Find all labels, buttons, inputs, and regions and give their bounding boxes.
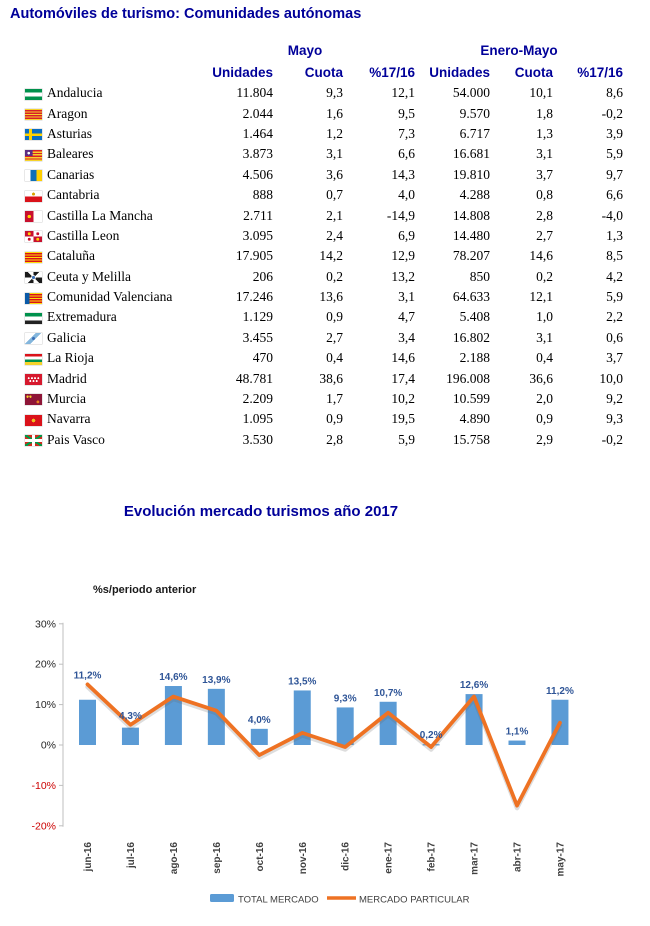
value-cell: 10.599 <box>452 391 491 407</box>
value-cell: 19,5 <box>391 411 416 427</box>
regions-table <box>25 38 623 450</box>
group-header-enero-mayo: Enero-Mayo <box>480 42 558 58</box>
bar-dic-16 <box>337 707 354 745</box>
value-cell: 888 <box>252 187 273 203</box>
value-cell: -4,0 <box>601 207 624 223</box>
value-cell: 1,2 <box>326 125 343 141</box>
table-row <box>25 307 623 327</box>
flag-cell <box>25 144 47 164</box>
evolution-chart <box>0 608 650 926</box>
value-cell: 3,1 <box>536 329 554 345</box>
x-tick-label-oct-16: oct-16 <box>254 842 266 872</box>
spacer-cell <box>25 38 195 62</box>
flag-aragon-icon <box>25 109 42 120</box>
value-cell: 5.408 <box>459 309 491 325</box>
value-cell: 11.804 <box>236 85 273 101</box>
value-cell: 8,5 <box>606 248 624 264</box>
flag-valenciana-icon <box>25 293 42 304</box>
data-label-abr-17: 1,1% <box>505 726 529 738</box>
region-name: Galicia <box>47 329 86 345</box>
value-cell: 14,3 <box>391 166 416 182</box>
flag-cell <box>25 103 47 123</box>
x-tick-label-ene-17: ene-17 <box>383 842 395 874</box>
table-row <box>25 267 623 287</box>
y-tick-label: -10% <box>31 779 56 792</box>
value-cell: 3,1 <box>536 146 554 162</box>
table-row <box>25 348 623 368</box>
table-row <box>25 226 623 246</box>
value-cell: 2,8 <box>326 431 343 447</box>
table-row <box>25 185 623 205</box>
region-name: Extremadura <box>47 309 117 325</box>
table-row <box>25 389 623 409</box>
flag-baleares-icon <box>25 150 42 161</box>
region-name: Pais Vasco <box>47 431 105 447</box>
col-header-unidades-mayo: Unidades <box>212 65 273 80</box>
value-cell: 2,8 <box>536 207 554 223</box>
table-column-header-row <box>25 62 623 83</box>
table-row <box>25 83 623 103</box>
flag-andalucia-icon <box>25 89 42 100</box>
flag-murcia-icon <box>25 394 42 405</box>
value-cell: 2.044 <box>242 105 273 121</box>
value-cell: 10,0 <box>599 370 624 386</box>
value-cell: 16.681 <box>452 146 491 162</box>
value-cell: 14.808 <box>452 207 491 223</box>
value-cell: 38,6 <box>319 370 343 386</box>
chart-axis-label: %s/periodo anterior <box>93 584 197 596</box>
data-label-dic-16: 9,3% <box>333 693 357 705</box>
data-label-jun-16: 11,2% <box>73 670 102 682</box>
table-row <box>25 205 623 225</box>
value-cell: 1,0 <box>536 309 554 325</box>
value-cell: 12,1 <box>391 85 416 101</box>
chart-title: Evolución mercado turismos año 2017 <box>123 503 399 520</box>
value-cell: 12,9 <box>391 248 416 264</box>
value-cell: 0,9 <box>326 309 343 325</box>
flag-cell <box>25 124 47 144</box>
value-cell: 48.781 <box>235 370 273 386</box>
value-cell: 1,8 <box>536 105 554 121</box>
region-name: La Rioja <box>47 350 94 366</box>
flag-larioja-icon <box>25 354 42 365</box>
value-cell: 5,9 <box>606 146 624 162</box>
value-cell: 3.455 <box>242 329 273 345</box>
data-label-may-17: 11,2% <box>546 685 574 697</box>
value-cell: 78.207 <box>452 248 491 264</box>
x-tick-label-nov-16: nov-16 <box>297 842 309 875</box>
region-name: Comunidad Valenciana <box>47 289 173 305</box>
value-cell: 1,7 <box>326 391 343 407</box>
table-group-header-row <box>25 38 623 62</box>
table-row <box>25 409 623 429</box>
value-cell: 1.129 <box>242 309 273 325</box>
flag-cell <box>25 287 47 307</box>
value-cell: -0,2 <box>601 431 624 447</box>
value-cell: 1,3 <box>536 125 554 141</box>
flag-extremadura-icon <box>25 313 42 324</box>
value-cell: 2.188 <box>459 350 491 366</box>
legend-mercado-particular-label: MERCADO PARTICULAR <box>359 894 470 906</box>
value-cell: 0,7 <box>326 187 343 203</box>
data-label-feb-17: 0,2% <box>419 730 443 742</box>
region-name: Baleares <box>47 146 94 162</box>
table-row <box>25 246 623 266</box>
value-cell: 0,9 <box>326 411 343 427</box>
value-cell: 2,7 <box>536 227 554 243</box>
value-cell: 3,6 <box>326 166 343 182</box>
value-cell: 2,1 <box>326 207 343 223</box>
x-tick-label-jul-16: jul-16 <box>125 842 137 869</box>
x-tick-label-jun-16: jun-16 <box>83 842 94 872</box>
value-cell: 8,6 <box>606 85 624 101</box>
table-row <box>25 368 623 388</box>
value-cell: 3,7 <box>536 166 554 182</box>
value-cell: 4,2 <box>606 268 624 284</box>
y-tick-label: -20% <box>31 820 56 833</box>
table-row <box>25 103 623 123</box>
y-tick-label: 0% <box>40 739 56 752</box>
x-tick-label-mar-17: mar-17 <box>469 842 481 875</box>
data-label-jul-16: 4,3% <box>119 710 142 722</box>
data-label-mar-17: 12,6% <box>459 680 489 692</box>
table-row <box>25 165 623 185</box>
region-name: Castilla La Mancha <box>47 207 153 223</box>
value-cell: 2,9 <box>536 431 554 447</box>
flag-ceuta-icon <box>25 272 42 283</box>
region-name: Cantabria <box>47 187 100 203</box>
bar-data-labels <box>74 670 574 741</box>
data-label-nov-16: 13,5% <box>288 676 317 688</box>
value-cell: 1,6 <box>326 105 343 121</box>
value-cell: 19.810 <box>452 166 491 182</box>
value-cell: 9,3 <box>326 85 343 101</box>
flag-cell <box>25 328 47 348</box>
flag-cell <box>25 389 47 409</box>
flag-cell <box>25 307 47 327</box>
x-tick-label-may-17: may-17 <box>555 842 567 877</box>
y-tick-label: 30% <box>34 618 56 631</box>
flag-cell <box>25 430 47 450</box>
page-title: Automóviles de turismo: Comunidades autónomas <box>10 6 362 22</box>
value-cell: 206 <box>252 268 273 284</box>
value-cell: 9,7 <box>606 166 624 182</box>
value-cell: 9,5 <box>398 105 416 121</box>
region-name: Aragon <box>47 105 88 121</box>
col-header-pct-mayo: %17/16 <box>369 65 416 80</box>
value-cell: 0,4 <box>326 350 343 366</box>
col-header-pct-enero-mayo: %17/16 <box>577 65 624 80</box>
value-cell: 15.758 <box>452 431 491 447</box>
bar-jul-16 <box>122 728 139 745</box>
value-cell: 17,4 <box>391 370 416 386</box>
value-cell: 2,2 <box>606 309 624 325</box>
value-cell: 13,6 <box>319 289 343 305</box>
flag-cell <box>25 246 47 266</box>
value-cell: 0,9 <box>536 411 554 427</box>
value-cell: 4.890 <box>459 411 491 427</box>
region-name: Castilla Leon <box>47 227 120 243</box>
flag-navarra-icon <box>25 415 42 426</box>
value-cell: 2,0 <box>536 391 554 407</box>
value-cell: 17.246 <box>235 289 273 305</box>
region-name: Cataluña <box>47 248 95 264</box>
value-cell: 3.095 <box>242 227 273 243</box>
region-name: Andalucia <box>47 85 103 101</box>
region-name: Madrid <box>47 370 87 386</box>
col-header-unidades-enero-mayo: Unidades <box>429 65 491 80</box>
value-cell: 2.209 <box>242 391 273 407</box>
data-label-ene-17: 10,7% <box>373 687 403 699</box>
value-cell: 6,6 <box>398 146 416 162</box>
value-cell: 9,2 <box>606 391 624 407</box>
col-header-cuota-mayo: Cuota <box>304 65 343 80</box>
flag-cell <box>25 185 47 205</box>
value-cell: 5,9 <box>606 289 624 305</box>
x-tick-label-sep-16: sep-16 <box>211 842 223 874</box>
x-tick-label-ago-16: ago-16 <box>168 842 180 875</box>
value-cell: 0,4 <box>536 350 554 366</box>
value-cell: 3.530 <box>242 431 273 447</box>
value-cell: 54.000 <box>452 85 491 101</box>
group-header-mayo: Mayo <box>287 42 323 58</box>
data-label-oct-16: 4,0% <box>247 714 271 726</box>
value-cell: 0,8 <box>536 187 554 203</box>
value-cell: 5,9 <box>398 431 416 447</box>
value-cell: 470 <box>252 350 273 366</box>
value-cell: 1.464 <box>242 125 273 141</box>
value-cell: 850 <box>469 268 491 284</box>
y-axis <box>31 618 63 832</box>
value-cell: 14,6 <box>391 350 416 366</box>
x-tick-label-feb-17: feb-17 <box>426 842 438 872</box>
flag-cell <box>25 226 47 246</box>
value-cell: 6.717 <box>459 125 491 141</box>
bar-abr-17 <box>509 741 526 745</box>
flag-cell <box>25 83 47 103</box>
region-name: Navarra <box>47 411 91 427</box>
y-tick-label: 10% <box>34 699 56 712</box>
value-cell: 1.095 <box>242 411 273 427</box>
value-cell: 4.506 <box>242 166 273 182</box>
value-cell: 3,4 <box>398 329 416 345</box>
flag-castillaleon-icon <box>25 231 42 242</box>
total-mercado-bars <box>79 686 568 745</box>
value-cell: 3,7 <box>606 350 624 366</box>
region-name: Murcia <box>47 391 86 407</box>
flag-madrid-icon <box>25 374 42 385</box>
flag-cantabria-icon <box>25 191 42 202</box>
x-tick-label-dic-16: dic-16 <box>340 842 352 871</box>
flag-asturias-icon <box>25 129 42 140</box>
table-row <box>25 287 623 307</box>
y-tick-label: 20% <box>34 658 56 671</box>
table-row <box>25 430 623 450</box>
region-name: Ceuta y Melilla <box>47 268 131 284</box>
value-cell: 36,6 <box>529 370 554 386</box>
x-tick-label-abr-17: abr-17 <box>512 842 524 873</box>
bar-oct-16 <box>251 729 268 745</box>
value-cell: 3,1 <box>398 289 416 305</box>
legend-total-mercado-swatch <box>210 894 234 902</box>
data-label-ago-16: 14,6% <box>159 672 188 684</box>
data-label-sep-16: 13,9% <box>202 674 231 686</box>
value-cell: 4,0 <box>398 187 416 203</box>
flag-cell <box>25 348 47 368</box>
col-header-cuota-enero-mayo: Cuota <box>514 65 554 80</box>
value-cell: 17.905 <box>235 248 273 264</box>
value-cell: 4.288 <box>459 187 491 203</box>
flag-canarias-icon <box>25 170 42 181</box>
value-cell: 13,2 <box>391 268 416 284</box>
value-cell: 0,6 <box>606 329 624 345</box>
value-cell: 2,4 <box>326 227 343 243</box>
value-cell: 0,2 <box>326 268 343 284</box>
value-cell: 196.008 <box>446 370 491 386</box>
flag-cell <box>25 165 47 185</box>
value-cell: 3.873 <box>242 146 273 162</box>
value-cell: 2,7 <box>326 329 343 345</box>
value-cell: 14,6 <box>529 248 554 264</box>
value-cell: 16.802 <box>452 329 491 345</box>
region-name: Asturias <box>47 125 92 141</box>
flag-paisvasco-icon <box>25 435 42 446</box>
value-cell: 3,9 <box>606 125 624 141</box>
flag-cell <box>25 409 47 429</box>
value-cell: 6,9 <box>398 227 416 243</box>
value-cell: -0,2 <box>601 105 624 121</box>
value-cell: 10,2 <box>391 391 416 407</box>
chart-legend <box>210 894 470 906</box>
region-name: Canarias <box>47 166 95 182</box>
table-row <box>25 124 623 144</box>
table-row <box>25 328 623 348</box>
value-cell: 64.633 <box>452 289 491 305</box>
flag-cataluna-icon <box>25 252 42 263</box>
flag-cell <box>25 368 47 388</box>
value-cell: 12,1 <box>529 289 554 305</box>
flag-cell <box>25 205 47 225</box>
value-cell: 6,6 <box>606 187 624 203</box>
value-cell: 14,2 <box>319 248 343 264</box>
table-row <box>25 144 623 164</box>
value-cell: 4,7 <box>398 309 416 325</box>
flag-castillalamancha-icon <box>25 211 42 222</box>
spacer-cell <box>25 62 195 83</box>
value-cell: 10,1 <box>529 85 554 101</box>
value-cell: 1,3 <box>606 227 624 243</box>
bar-jun-16 <box>79 700 96 745</box>
value-cell: 2.711 <box>243 207 273 223</box>
value-cell: 9,3 <box>606 411 624 427</box>
mercado-particular-line <box>88 684 560 805</box>
value-cell: -14,9 <box>386 207 416 223</box>
value-cell: 7,3 <box>398 125 416 141</box>
value-cell: 3,1 <box>326 146 343 162</box>
legend-total-mercado-label: TOTAL MERCADO <box>238 894 319 906</box>
value-cell: 0,2 <box>536 268 554 284</box>
x-axis-labels <box>83 842 566 877</box>
bar-ene-17 <box>380 702 397 745</box>
value-cell: 9.570 <box>459 105 491 121</box>
value-cell: 14.480 <box>452 227 491 243</box>
flag-galicia-icon <box>25 333 42 344</box>
flag-cell <box>25 267 47 287</box>
